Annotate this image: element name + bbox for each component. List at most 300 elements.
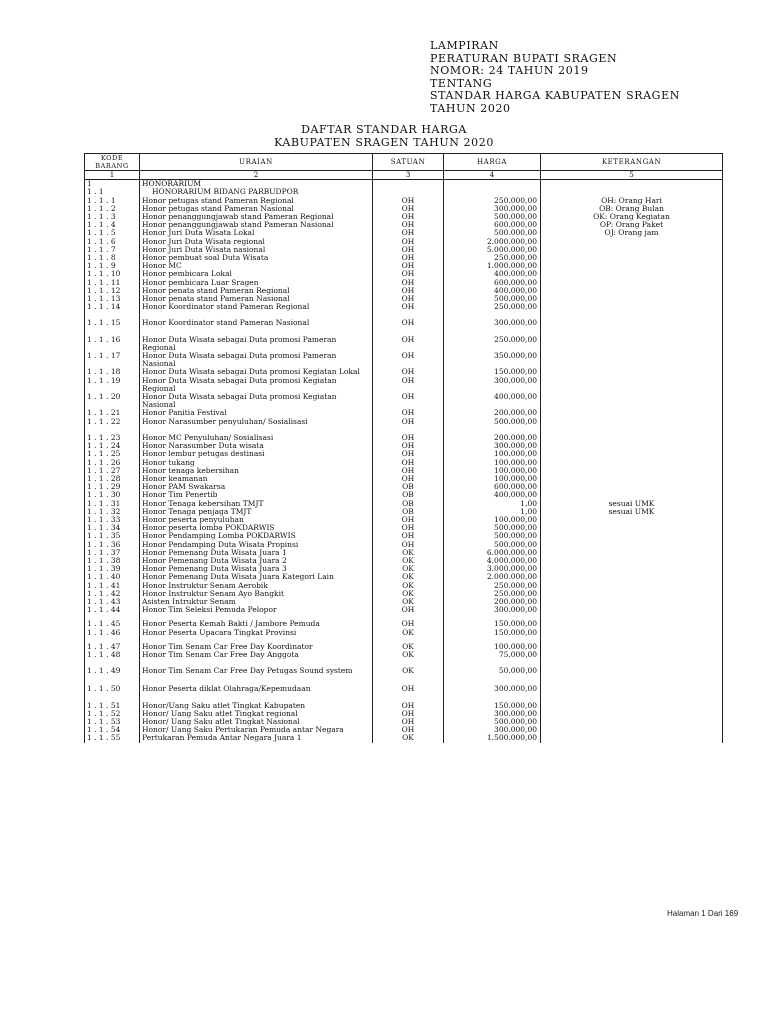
price-cell: 2.000.000,00 [444,573,541,581]
description-cell: HONORARIUM BIDANG PARBUDPOR [140,188,373,196]
description-cell: Honor peserta lomba POKDARWIS [140,524,373,532]
note-cell [541,352,723,368]
table-row [85,328,723,352]
description-cell: Honor Duta Wisata sebagai Duta promosi Kegiatan Lokal [140,368,373,376]
unit-cell: OH [373,426,444,442]
description-cell: Honor keamanan [140,475,373,483]
price-cell: 250.000,00 [444,328,541,352]
note-cell [541,565,723,573]
price-cell [444,188,541,196]
unit-cell: OH [373,303,444,311]
code-cell: 1 . 1 . 51 [85,694,140,710]
code-cell: 1 . 1 . 20 [85,393,140,409]
price-cell: 600.000,00 [444,221,541,229]
unit-cell: OH [373,418,444,426]
table-row [85,718,723,726]
table-row [85,442,723,450]
price-cell: 100.000,00 [444,637,541,651]
description-cell: Pertukaran Pemuda Antar Negara Juara 1 [140,734,373,742]
code-cell: 1 . 1 . 9 [85,262,140,270]
header-line: TAHUN 2020 [430,101,511,115]
table-row [85,450,723,458]
code-cell: 1 . 1 . 35 [85,532,140,540]
note-cell [541,491,723,499]
price-cell: 1.500.000,00 [444,734,541,742]
code-cell: 1 . 1 . 26 [85,459,140,467]
code-cell: 1 . 1 . 45 [85,614,140,628]
header-line: PERATURAN BUPATI SRAGEN [430,51,618,65]
unit-cell: OH [373,726,444,734]
price-cell: 500.000,00 [444,541,541,549]
note-cell [541,459,723,467]
unit-cell: OB [373,483,444,491]
price-cell: 4.000.000,00 [444,557,541,565]
column-number: 5 [541,171,723,180]
description-cell: Honor pembicara Luar Sragen [140,279,373,287]
note-cell [541,328,723,352]
table-row [85,197,723,205]
price-cell: 500.000,00 [444,418,541,426]
table-row [85,467,723,475]
note-cell [541,734,723,742]
unit-cell: OH [373,459,444,467]
price-cell: 500.000,00 [444,229,541,237]
price-cell: 500.000,00 [444,532,541,540]
description-cell: Honor Tim Seleksi Pemuda Pelopor [140,606,373,614]
description-cell: HONORARIUM [140,180,373,189]
price-cell: 150.000,00 [444,614,541,628]
price-cell: 600.000,00 [444,279,541,287]
note-cell [541,718,723,726]
note-cell [541,295,723,303]
description-cell: Honor penata stand Pameran Regional [140,287,373,295]
note-cell [541,694,723,710]
note-cell [541,442,723,450]
description-cell: Honor Duta Wisata sebagai Duta promosi Pameran Nasional [140,352,373,368]
note-cell [541,270,723,278]
table-row [85,500,723,508]
header-line: STANDAR HARGA KABUPATEN SRAGEN [430,89,680,102]
price-cell: 100.000,00 [444,516,541,524]
code-cell: 1 . 1 . 15 [85,311,140,327]
note-cell [541,311,723,327]
price-cell: 400.000,00 [444,270,541,278]
code-cell: 1 . 1 . 53 [85,718,140,726]
note-cell [541,573,723,581]
table-row [85,262,723,270]
unit-cell: OH [373,614,444,628]
table-row [85,393,723,409]
note-cell [541,368,723,376]
price-cell: 500.000,00 [444,524,541,532]
unit-cell: OK [373,651,444,659]
column-number: 3 [373,171,444,180]
unit-cell: OH [373,393,444,409]
description-cell: Honor penanggungjawab stand Pameran Nasional [140,221,373,229]
code-cell: 1 . 1 . 23 [85,426,140,442]
description-cell: Honor penata stand Pameran Nasional [140,295,373,303]
code-cell: 1 . 1 . 13 [85,295,140,303]
price-cell: 100.000,00 [444,475,541,483]
note-cell [541,659,723,675]
unit-cell: OK [373,582,444,590]
note-cell [541,726,723,734]
unit-cell: OH [373,475,444,483]
unit-cell: OH [373,694,444,710]
note-cell: OB: Orang Bulan [541,205,723,213]
price-cell: 250.000,00 [444,590,541,598]
table-row [85,491,723,499]
price-cell: 250.000,00 [444,197,541,205]
note-cell: sesuai UMK [541,500,723,508]
price-cell: 200.000,00 [444,426,541,442]
description-cell: Honor/ Uang Saku Pertukaran Pemuda antar Negara [140,726,373,734]
table-row [85,254,723,262]
price-cell: 300.000,00 [444,710,541,718]
price-cell [444,180,541,189]
table-row [85,426,723,442]
code-cell: 1 . 1 . 7 [85,246,140,254]
code-cell: 1 . 1 . 1 [85,197,140,205]
code-cell: 1 . 1 . 46 [85,629,140,637]
price-cell: 300.000,00 [444,442,541,450]
description-cell: Honor Instruktur Senam Ayo Bangkit [140,590,373,598]
note-cell [541,483,723,491]
note-cell [541,393,723,409]
table-row [85,573,723,581]
price-cell: 150.000,00 [444,694,541,710]
table-row [85,368,723,376]
unit-cell: OK [373,590,444,598]
table-row [85,734,723,742]
unit-cell: OH [373,467,444,475]
price-cell: 50.000,00 [444,659,541,675]
code-cell: 1 . 1 . 31 [85,500,140,508]
unit-cell: OH [373,328,444,352]
description-cell: Honor Koordinator stand Pameran Nasional [140,311,373,327]
code-cell: 1 . 1 . 42 [85,590,140,598]
note-cell [541,598,723,606]
note-cell: OP: Orang Paket [541,221,723,229]
code-cell: 1 . 1 . 6 [85,238,140,246]
price-cell: 250.000,00 [444,254,541,262]
price-cell: 300.000,00 [444,311,541,327]
table-row [85,532,723,540]
unit-cell: OH [373,532,444,540]
code-cell: 1 . 1 . 52 [85,710,140,718]
code-cell: 1 . 1 . 44 [85,606,140,614]
note-cell [541,549,723,557]
table-row [85,549,723,557]
code-cell: 1 . 1 . 29 [85,483,140,491]
table-row [85,409,723,417]
note-cell [541,188,723,196]
code-cell: 1 . 1 . 24 [85,442,140,450]
unit-cell: OK [373,629,444,637]
price-cell: 500.000,00 [444,295,541,303]
table-row [85,270,723,278]
unit-cell: OH [373,718,444,726]
description-cell: Honor Tim Senam Car Free Day Koordinator [140,637,373,651]
table-row [85,475,723,483]
document-header [430,40,680,115]
unit-cell: OH [373,450,444,458]
code-cell: 1 . 1 . 17 [85,352,140,368]
description-cell: Honor Duta Wisata sebagai Duta promosi Kegiatan Regional [140,377,373,393]
price-cell: 300.000,00 [444,205,541,213]
note-cell [541,418,723,426]
note-cell [541,516,723,524]
price-table [84,153,723,743]
table-row [85,205,723,213]
note-cell [541,557,723,565]
description-cell: Honor penanggungjawab stand Pameran Regional [140,213,373,221]
code-cell: 1 . 1 . 19 [85,377,140,393]
price-cell: 200.000,00 [444,598,541,606]
note-cell [541,637,723,651]
description-cell: Honor Tenaga kebersihan TMJT [140,500,373,508]
note-cell [541,590,723,598]
code-cell: 1 . 1 . 37 [85,549,140,557]
code-cell: 1 . 1 . 3 [85,213,140,221]
note-cell [541,629,723,637]
description-cell: Honor/Uang Saku atlet Tingkat Kabupaten [140,694,373,710]
table-row [85,606,723,614]
table-row [85,710,723,718]
code-cell: 1 . 1 . 47 [85,637,140,651]
code-cell: 1 . 1 . 33 [85,516,140,524]
price-cell: 250.000,00 [444,582,541,590]
note-cell [541,532,723,540]
unit-cell: OK [373,659,444,675]
description-cell: Honor Pemenang Duta Wisata Juara 1 [140,549,373,557]
header-satuan: SATUAN [373,154,444,171]
table-row [85,188,723,196]
description-cell: Honor peserta penyuluhan [140,516,373,524]
price-cell: 1.000.000,00 [444,262,541,270]
unit-cell: OH [373,262,444,270]
table-row [85,311,723,327]
price-cell: 100.000,00 [444,467,541,475]
code-cell: 1 . 1 . 28 [85,475,140,483]
table-row [85,557,723,565]
price-cell: 500.000,00 [444,213,541,221]
code-cell: 1 . 1 [85,188,140,196]
price-cell: 3.000.000,00 [444,565,541,573]
description-cell: Honor Pemenang Duta Wisata Juara Kategori Lain [140,573,373,581]
table-row [85,238,723,246]
description-cell: Honor Peserta Kemah Bakti / Jambore Pemuda [140,614,373,628]
note-cell [541,475,723,483]
note-cell: OJ: Orang jam [541,229,723,237]
description-cell: Honor Pemenang Duta Wisata Juara 3 [140,565,373,573]
description-cell: Honor Tim Penertib [140,491,373,499]
price-cell: 400.000,00 [444,393,541,409]
code-cell: 1 . 1 . 5 [85,229,140,237]
description-cell: Honor Pendamping Duta Wisata Propinsi [140,541,373,549]
description-cell: Honor Tim Senam Car Free Day Anggota [140,651,373,659]
table-row [85,180,723,189]
code-cell: 1 . 1 . 32 [85,508,140,516]
header-line: NOMOR: 24 TAHUN 2019 [430,64,589,77]
note-cell [541,287,723,295]
header-line: TENTANG [430,76,493,90]
description-cell: Honor petugas stand Pameran Nasional [140,205,373,213]
unit-cell: OH [373,516,444,524]
unit-cell: OH [373,675,444,693]
description-cell: Asisten Intruktur Senam [140,598,373,606]
table-row [85,726,723,734]
code-cell: 1 . 1 . 11 [85,279,140,287]
description-cell: Honor pembuat soal Duta Wisata [140,254,373,262]
description-cell: Honor Peserta Upacara Tingkat Provinsi [140,629,373,637]
unit-cell: OB [373,500,444,508]
description-cell: Honor PAM Swakarsa [140,483,373,491]
code-cell: 1 [85,180,140,189]
unit-cell: OK [373,598,444,606]
code-cell: 1 . 1 . 16 [85,328,140,352]
column-number: 2 [140,171,373,180]
unit-cell: OK [373,734,444,742]
table-row [85,303,723,311]
table-row [85,279,723,287]
price-cell: 400.000,00 [444,287,541,295]
description-cell: Honor tenaga kebersihan [140,467,373,475]
code-cell: 1 . 1 . 25 [85,450,140,458]
header-harga: HARGA [444,154,541,171]
code-cell: 1 . 1 . 10 [85,270,140,278]
note-cell [541,409,723,417]
table-row [85,637,723,651]
unit-cell [373,180,444,189]
price-cell: 350.000,00 [444,352,541,368]
note-cell [541,614,723,628]
note-cell [541,710,723,718]
note-cell [541,675,723,693]
unit-cell: OB [373,491,444,499]
unit-cell: OB [373,508,444,516]
note-cell [541,524,723,532]
price-cell: 150.000,00 [444,368,541,376]
table-row [85,516,723,524]
code-cell: 1 . 1 . 30 [85,491,140,499]
unit-cell: OH [373,213,444,221]
price-cell: 400.000,00 [444,491,541,499]
price-cell: 2.000.000,00 [444,238,541,246]
unit-cell: OH [373,352,444,368]
unit-cell: OH [373,270,444,278]
document-title: DAFTAR STANDAR HARGA [301,123,467,136]
table-row [85,221,723,229]
table-row [85,524,723,532]
code-cell: 1 . 1 . 27 [85,467,140,475]
table-row [85,694,723,710]
code-cell: 1 . 1 . 48 [85,651,140,659]
note-cell [541,450,723,458]
description-cell: Honor Duta Wisata sebagai Duta promosi Pameran Regional [140,328,373,352]
price-cell: 300.000,00 [444,606,541,614]
table-row [85,213,723,221]
unit-cell: OK [373,549,444,557]
unit-cell: OH [373,254,444,262]
code-cell: 1 . 1 . 34 [85,524,140,532]
unit-cell: OH [373,229,444,237]
description-cell: Honor Tenaga penjaga TMJT [140,508,373,516]
unit-cell: OH [373,368,444,376]
price-cell: 500.000,00 [444,718,541,726]
price-cell: 6.000.000,00 [444,549,541,557]
column-number: 1 [85,171,140,180]
header-kode: KODE BARANG [85,154,140,171]
price-cell: 300.000,00 [444,726,541,734]
unit-cell: OH [373,279,444,287]
document-subtitle: KABUPATEN SRAGEN TAHUN 2020 [274,136,494,149]
table-row [85,598,723,606]
description-cell: Honor Narasumber Duta wisata [140,442,373,450]
unit-cell: OH [373,442,444,450]
table-row [85,565,723,573]
code-cell: 1 . 1 . 41 [85,582,140,590]
description-cell: Honor Koordinator stand Pameran Regional [140,303,373,311]
note-cell: sesuai UMK [541,508,723,516]
code-cell: 1 . 1 . 40 [85,573,140,581]
table-row [85,651,723,659]
note-cell [541,582,723,590]
unit-cell: OH [373,246,444,254]
table-row [85,590,723,598]
description-cell: Honor Panitia Festival [140,409,373,417]
code-cell: 1 . 1 . 38 [85,557,140,565]
unit-cell: OH [373,606,444,614]
note-cell [541,262,723,270]
unit-cell: OK [373,637,444,651]
unit-cell: OK [373,557,444,565]
table-row [85,229,723,237]
note-cell [541,279,723,287]
code-cell: 1 . 1 . 18 [85,368,140,376]
note-cell [541,238,723,246]
description-cell: Honor Juri Duta Wisata nasional [140,246,373,254]
code-cell: 1 . 1 . 55 [85,734,140,742]
price-cell: 300.000,00 [444,377,541,393]
table-row [85,459,723,467]
unit-cell: OH [373,710,444,718]
table-row [85,629,723,637]
description-cell: Honor lembur petugas destinasi [140,450,373,458]
table-row [85,614,723,628]
table-row [85,287,723,295]
column-number: 4 [444,171,541,180]
unit-cell: OK [373,573,444,581]
unit-cell: OH [373,409,444,417]
code-cell: 1 . 1 . 8 [85,254,140,262]
code-cell: 1 . 1 . 43 [85,598,140,606]
note-cell [541,254,723,262]
unit-cell: OH [373,295,444,303]
unit-cell: OH [373,524,444,532]
price-cell: 150.000,00 [444,629,541,637]
table-row [85,508,723,516]
price-cell: 600.000,00 [444,483,541,491]
note-cell [541,467,723,475]
unit-cell: OH [373,311,444,327]
code-cell: 1 . 1 . 39 [85,565,140,573]
price-cell: 1,00 [444,500,541,508]
unit-cell: OH [373,238,444,246]
code-cell: 1 . 1 . 21 [85,409,140,417]
description-cell: Honor MC [140,262,373,270]
table-row [85,483,723,491]
